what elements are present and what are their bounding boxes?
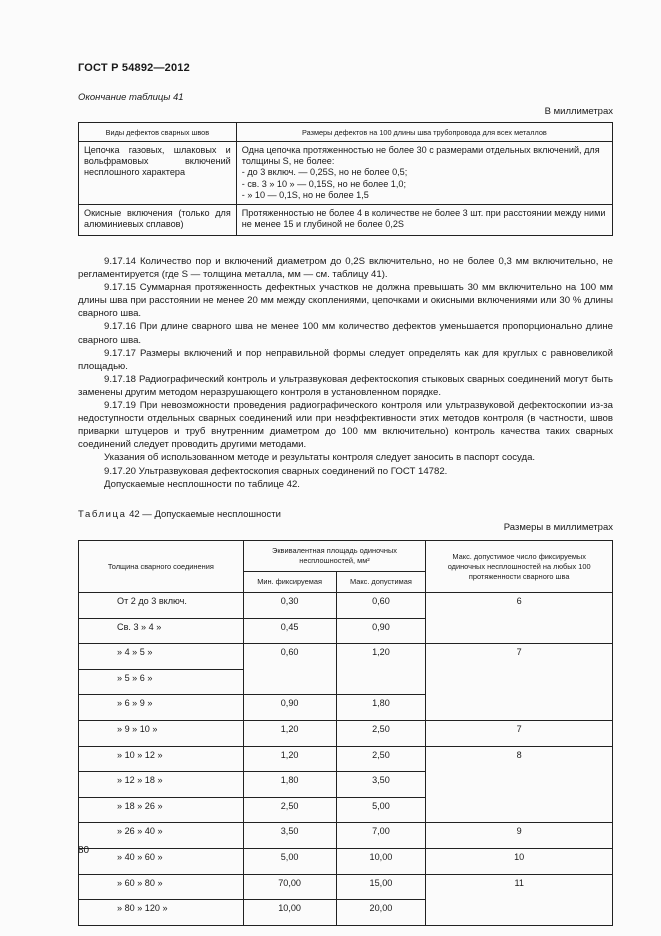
- table41-col-size-header: Размеры дефектов на 100 длины шва трубопровода для всех металлов: [236, 123, 612, 142]
- table42-count-header: Макс. допустимое число фиксируемых одиночных несплошностей на любых 100 протяженности сварного шва: [426, 541, 613, 593]
- table41-col-defect-header: Виды дефектов сварных швов: [79, 123, 237, 142]
- thickness-cell: » 6 » 9 »: [79, 695, 244, 721]
- table41-defect-cell: Окисные включения (только для алюминиевых сплавов): [79, 205, 237, 236]
- min-area-cell: 1,20: [243, 720, 336, 746]
- table42-area-header: Эквивалентная площадь одиночных несплошностей, мм²: [243, 541, 426, 572]
- table41-units: В миллиметрах: [544, 106, 613, 117]
- min-area-cell: 3,50: [243, 823, 336, 849]
- min-area-cell: 0,60: [243, 644, 336, 695]
- page-number: 80: [78, 845, 90, 856]
- table41-caption: Окончание таблицы 41: [78, 92, 184, 103]
- thickness-cell: » 9 » 10 »: [79, 720, 244, 746]
- max-area-cell: 3,50: [336, 772, 426, 798]
- table42-caption: [78, 509, 281, 520]
- max-area-cell: 5,00: [336, 797, 426, 823]
- size-line: Протяженностью не более 4 в количестве не более 3 шт. при расстоянии между ними не менее 15 и глубиной не более 0,2S: [241, 208, 606, 230]
- count-cell: 11: [426, 874, 613, 925]
- thickness-cell: » 5 » 6 »: [79, 669, 244, 695]
- paragraph: 9.17.16 При длине сварного шва не менее 100 мм количество дефектов уменьшается пропорционально длине сварного шва.: [78, 321, 613, 346]
- table-row: [79, 823, 613, 849]
- max-area-cell: 2,50: [336, 720, 426, 746]
- paragraph: 9.17.15 Суммарная протяженность дефектных участков не должна превышать 30 мм включительно на 100 мм длины шва при расстоянии не менее 20 мм между скоплениями, цепочками и окисными включениями или 30 % длины сварного шва.: [78, 282, 613, 320]
- table-row: [79, 720, 613, 746]
- table-row: [79, 142, 613, 205]
- max-area-cell: 15,00: [336, 874, 426, 900]
- min-area-cell: 0,90: [243, 695, 336, 721]
- count-cell: 8: [426, 746, 613, 823]
- table41-defect-cell: Цепочка газовых, шлаковых и вольфрамовых включений несплошного характера: [79, 142, 237, 205]
- table42-caption-prefix: Таблица: [78, 509, 127, 520]
- thickness-cell: От 2 до 3 включ.: [79, 593, 244, 619]
- max-area-cell: 0,90: [336, 618, 426, 644]
- table-row: [79, 593, 613, 619]
- paragraph: 9.17.19 При невозможности проведения радиографического контроля или ультразвуковой дефектоскопии из-за недоступности отдельных сварных соединений или при неэффективности этих методов контроля (в частности, швов приварки штуцеров и труб внутренним диаметром до 100 мм включительно) контроль качества таких сварных соединений следует проводить другими методами.: [78, 400, 613, 451]
- thickness-cell: » 40 » 60 »: [79, 848, 244, 874]
- thickness-cell: » 26 » 40 »: [79, 823, 244, 849]
- min-area-cell: 1,80: [243, 772, 336, 798]
- paragraph: Указания об использованном методе и результаты контроля следует заносить в паспорт сосуда.: [104, 452, 536, 464]
- max-area-cell: 7,00: [336, 823, 426, 849]
- document-header: ГОСТ Р 54892—2012: [78, 62, 190, 74]
- count-cell: 7: [426, 720, 613, 746]
- size-line: - до 3 включ. — 0,25S, но не более 0,5;: [241, 167, 408, 178]
- count-cell: 6: [426, 593, 613, 644]
- size-line: - » 10 — 0,1S, но не более 1,5: [241, 189, 369, 200]
- paragraph: 9.17.20 Ультразвуковая дефектоскопия сварных соединений по ГОСТ 14782.: [104, 465, 448, 477]
- min-area-cell: 0,30: [243, 593, 336, 619]
- min-area-cell: 2,50: [243, 797, 336, 823]
- paragraph: 9.17.14 Количество пор и включений диаметром до 0,2S включительно, но не более 0,3 мм включительно, не регламентируется (где S — толщина металла, мм — см. таблицу 41).: [78, 256, 613, 281]
- min-area-cell: 0,45: [243, 618, 336, 644]
- thickness-cell: » 10 » 12 »: [79, 746, 244, 772]
- max-area-cell: 0,60: [336, 593, 426, 619]
- table-41: [78, 122, 613, 236]
- table-row: [79, 874, 613, 900]
- paragraph: 9.17.18 Радиографический контроль и ультразвуковая дефектоскопия стыковых сварных соединений могут быть заменены другим методом неразрушающего контроля в установленном порядке.: [78, 373, 613, 398]
- min-area-cell: 5,00: [243, 848, 336, 874]
- table-row: [79, 848, 613, 874]
- body-text: [78, 255, 613, 491]
- thickness-cell: Св. 3 » 4 »: [79, 618, 244, 644]
- thickness-cell: » 60 » 80 »: [79, 874, 244, 900]
- count-cell: 7: [426, 644, 613, 721]
- max-area-cell: 2,50: [336, 746, 426, 772]
- table41-size-cell: [236, 205, 612, 236]
- paragraph: Допускаемые несплошности по таблице 42.: [104, 478, 300, 490]
- size-line: - св. 3 » 10 » — 0,15S, но не более 1,0;: [241, 178, 406, 189]
- size-line: Одна цепочка протяженностью не более 30 с размерами отдельных включений, для толщины S, не более:: [241, 145, 600, 167]
- max-area-cell: 20,00: [336, 900, 426, 926]
- min-area-cell: 70,00: [243, 874, 336, 900]
- table42-units: Размеры в миллиметрах: [503, 522, 613, 533]
- count-cell: 10: [426, 848, 613, 874]
- table42-min-header: Мин. фиксируемая: [243, 572, 336, 593]
- table-row: [79, 644, 613, 670]
- paragraph: 9.17.17 Размеры включений и пор неправильной формы следует определять как для круглых с равновеликой площадью.: [78, 347, 613, 372]
- count-cell: 9: [426, 823, 613, 849]
- max-area-cell: 1,80: [336, 695, 426, 721]
- table42-caption-title: 42 — Допускаемые несплошности: [126, 509, 281, 520]
- min-area-cell: 1,20: [243, 746, 336, 772]
- table42-thickness-header: Толщина сварного соединения: [79, 541, 244, 593]
- thickness-cell: » 80 » 120 »: [79, 900, 244, 926]
- thickness-cell: » 4 » 5 »: [79, 644, 244, 670]
- table-42: [78, 540, 613, 926]
- max-area-cell: 10,00: [336, 848, 426, 874]
- table41-size-cell: [236, 142, 612, 205]
- min-area-cell: 10,00: [243, 900, 336, 926]
- thickness-cell: » 18 » 26 »: [79, 797, 244, 823]
- max-area-cell: 1,20: [336, 644, 426, 695]
- table-row: [79, 205, 613, 236]
- table42-max-header: Макс. допустимая: [336, 572, 426, 593]
- thickness-cell: » 12 » 18 »: [79, 772, 244, 798]
- table-row: [79, 746, 613, 772]
